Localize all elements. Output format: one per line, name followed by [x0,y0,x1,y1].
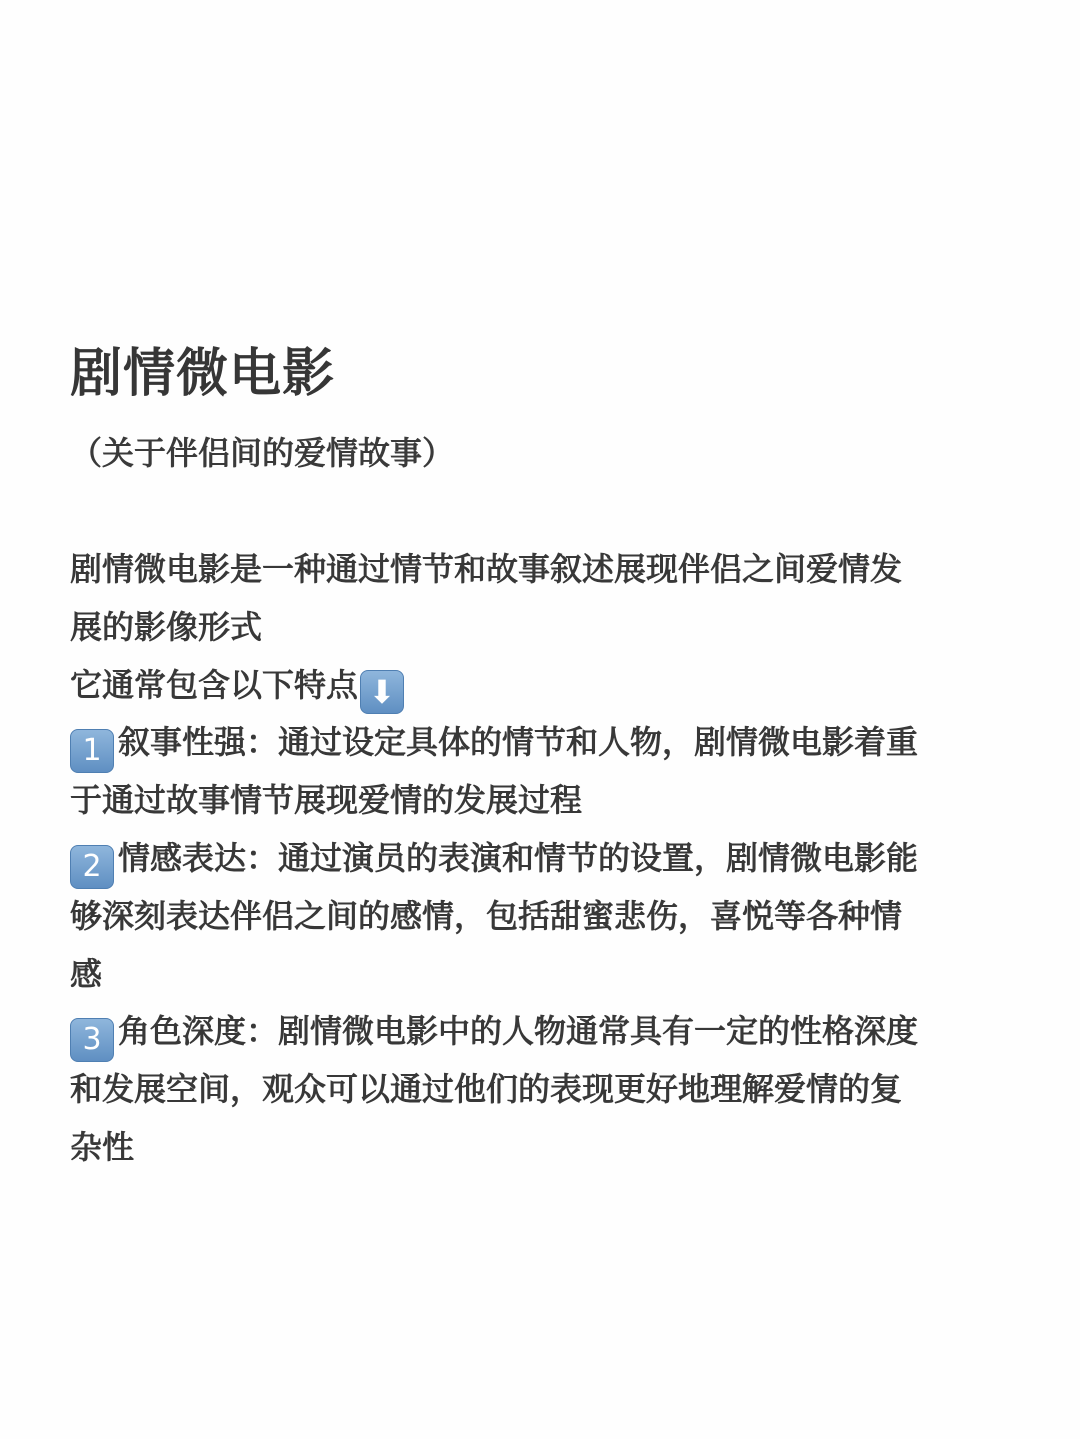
feature-item-line: 感 [70,954,103,993]
number-one-icon: 1 [70,729,114,773]
feature-item-line: 够深刻表达伴侣之间的感情，包括甜蜜悲伤，喜悦等各种情 [70,896,903,935]
feature-item-text: 情感表达：通过演员的表演和情节的设置，剧情微电影能 [118,838,919,877]
page-title: 剧情微电影 [70,344,336,404]
number-two-icon: 2 [70,845,114,889]
page-subtitle: （关于伴侣间的爱情故事） [70,434,455,472]
feature-item-line: 于通过故事情节展现爱情的发展过程 [70,781,583,820]
feature-item-text: 叙事性强：通过设定具体的情节和人物，剧情微电影着重 [118,723,919,762]
intro-line: 剧情微电影是一种通过情节和故事叙述展现伴侣之间爱情发 [70,550,903,588]
feature-item-line: 和发展空间，观众可以通过他们的表现更好地理解爱情的复 [70,1070,903,1109]
number-three-icon: 3 [70,1018,114,1062]
feature-item-line [70,1003,1010,1061]
feature-item-line [70,830,1010,888]
down-arrow-icon: ⬇ [360,670,404,714]
body-text [70,541,1010,1177]
feature-item-text: 角色深度：剧情微电影中的人物通常具有一定的性格深度 [118,1012,919,1051]
intro-line: 展的影像形式 [70,607,263,646]
features-intro-line [70,657,1010,715]
feature-item-line: 杂性 [70,1127,135,1166]
features-intro-text: 它通常包含以下特点 [70,665,359,704]
feature-item-line [70,714,1010,772]
